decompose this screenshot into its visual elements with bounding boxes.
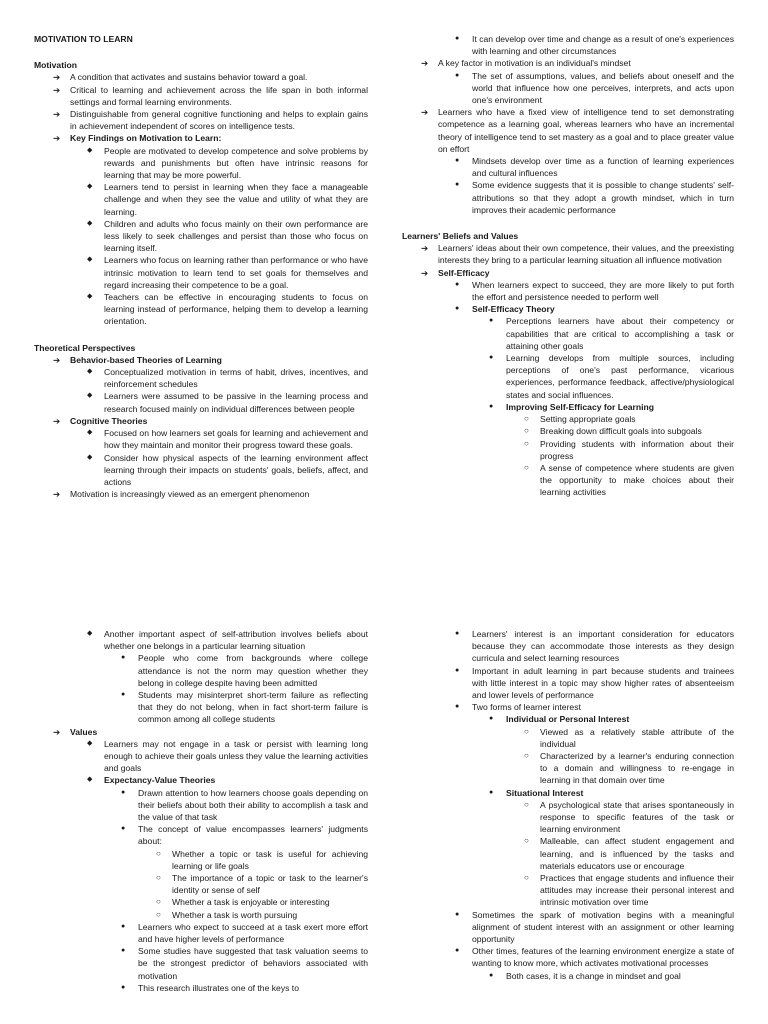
bullet-bullet-icon: ● (489, 354, 494, 362)
list-item (402, 701, 734, 713)
list-item-text: Individual or Personal Interest (506, 714, 630, 725)
circle-bullet-icon: ○ (524, 751, 529, 761)
list-item (402, 267, 734, 279)
list-item (402, 401, 734, 413)
list-item-text: Sometimes the spark of motivation begins with a meaningful alignment of student interest with an assignment or other learning opportunity (472, 909, 734, 945)
list-item (402, 462, 734, 499)
list-item-text: People who come from backgrounds where college attendance is not the norm may question whether they belong in college despite having been admitted (138, 653, 368, 688)
list-item-text: Two forms of learner interest (472, 702, 581, 713)
list-item-text: Situational Interest (506, 787, 584, 798)
bullet-bullet-icon: ● (455, 71, 460, 79)
bullet-bullet-icon: ● (455, 630, 460, 637)
section-heading: Theoretical Perspectives (34, 342, 136, 353)
list-item (34, 452, 368, 489)
list-item (34, 652, 368, 689)
bullet-bullet-icon: ● (121, 983, 126, 991)
arrow-bullet-icon: ➔ (53, 133, 61, 144)
arrow-bullet-icon: ➔ (53, 726, 61, 737)
list-item-text: A psychological state that arises spontaneously in response to specific features of the task or learning environment (540, 799, 734, 835)
list-item-text: Expectancy-Value Theories (104, 775, 216, 786)
diamond-bullet-icon: ◆ (87, 392, 93, 400)
bullet-bullet-icon: ● (489, 317, 494, 325)
list-item (34, 390, 368, 414)
circle-bullet-icon: ○ (156, 848, 161, 858)
list-item-text: Another important aspect of self-attribution involves beliefs about whether one belongs in a particular learning situation (104, 629, 368, 652)
list-item (34, 909, 368, 921)
list-item (34, 354, 368, 366)
list-item-text: The concept of value encompasses learners' judgments about: (138, 824, 368, 847)
list-item-text: Self-Efficacy Theory (472, 304, 555, 315)
list-item-text: The set of assumptions, values, and beliefs about oneself and the world that influence how one perceives, interprets, and acts upon one's environment (472, 70, 734, 106)
list-item (34, 628, 368, 652)
list-item-text: Learning develops from multiple sources, including perceptions of one's past performance, vicarious experiences, performance feedback, affective/physiological states and social influences. (506, 353, 734, 400)
list-item (34, 108, 368, 132)
bullet-bullet-icon: ● (455, 910, 460, 918)
circle-bullet-icon: ○ (156, 909, 161, 919)
list-item-text: Learners tend to persist in learning when they face a manageable challenge and when they see the value and utility of what they are learning. (104, 182, 368, 217)
arrow-bullet-icon: ➔ (421, 243, 429, 254)
list-item (34, 415, 368, 427)
bullet-bullet-icon: ● (455, 157, 460, 165)
list-item (402, 70, 734, 107)
list-item-text: Teachers can be effective in encouraging students to focus on learning instead of performance, helping them to develop a learning orientation. (104, 292, 368, 327)
bullet-bullet-icon: ● (489, 788, 494, 796)
diamond-bullet-icon: ◆ (87, 368, 93, 376)
list-item-text: Viewed as a relatively stable attribute of the individual (540, 726, 734, 749)
circle-bullet-icon: ○ (524, 726, 529, 736)
list-item (402, 413, 734, 425)
section-heading: Learners' Beliefs and Values (402, 231, 519, 242)
list-item-text: Learners who focus on learning rather than performance or who have intrinsic motivation to learn tend to set goals for themselves and regard increasing their competence to be a goal. (104, 255, 368, 290)
list-item (34, 71, 368, 83)
left-top-column (34, 33, 368, 500)
list-item-text: A sense of competence where students are given the opportunity to make choices about their learning activities (540, 462, 734, 498)
list-item (402, 279, 734, 303)
circle-bullet-icon: ○ (524, 438, 529, 448)
list-item-text: Learners may not engage in a task or persist with learning long enough to achieve their goals unless they value the learning activities and goals (104, 738, 368, 774)
list-item (34, 689, 368, 726)
list-item (34, 872, 368, 896)
list-item (34, 726, 368, 738)
list-item (34, 982, 368, 994)
diamond-bullet-icon: ◆ (87, 146, 93, 154)
list-item-text: Critical to learning and achievement across the life span in both informal settings and formal learning environments. (70, 84, 368, 107)
bullet-bullet-icon: ● (455, 280, 460, 288)
list-item (402, 425, 734, 437)
list-item-text: Mindsets develop over time as a function of learning experiences and cultural influences (472, 156, 734, 179)
list-item-text: Learners' ideas about their own competence, their values, and the preexisting interests they bring to a particular learning situation all influence motivation (438, 243, 734, 266)
list-item-text: Some studies have suggested that task valuation seems to be the strongest predictor of behaviors associated with motivation (138, 946, 368, 981)
list-item (402, 179, 734, 216)
arrow-bullet-icon: ➔ (421, 58, 429, 69)
list-item (402, 750, 734, 787)
diamond-bullet-icon: ◆ (87, 183, 93, 191)
list-item (402, 315, 734, 352)
list-item (34, 427, 368, 451)
bullet-bullet-icon: ● (489, 402, 494, 410)
list-item (34, 132, 368, 144)
page-title: MOTIVATION TO LEARN (34, 34, 133, 44)
list-item-text: Improving Self-Efficacy for Learning (506, 401, 655, 412)
list-item-text: Consider how physical aspects of the learning environment affect learning through their impacts on students' goals, beliefs, affect, and actions (104, 452, 368, 487)
list-item-text: Characterized by a learner's enduring connection to a domain and willingness to re-engage in learning in that domain over time (540, 751, 734, 786)
list-item-text: Perceptions learners have about their competency or capabilities that are critical to accomplishing a task or attaining other goals (506, 316, 734, 351)
arrow-bullet-icon: ➔ (53, 72, 61, 83)
left-bottom-column (34, 628, 368, 994)
bullet-bullet-icon: ● (455, 35, 460, 42)
list-item-text: A key factor in motivation is an individual's mindset (438, 58, 631, 69)
list-item-text: Conceptualized motivation in terms of habit, drives, incentives, and reinforcement schedules (104, 367, 368, 390)
list-item (34, 218, 368, 255)
list-item (402, 628, 734, 665)
arrow-bullet-icon: ➔ (53, 109, 61, 120)
list-item-text: The importance of a topic or task to the learner's identity or sense of self (172, 873, 368, 896)
list-item (402, 787, 734, 799)
section-spacer (34, 328, 368, 340)
bullet-bullet-icon: ● (121, 691, 126, 699)
arrow-bullet-icon: ➔ (53, 415, 61, 426)
list-item (402, 155, 734, 179)
list-item-text: Children and adults who focus mainly on their own performance are less likely to seek challenges and persist than those who focus on learning itself. (104, 218, 368, 254)
list-item (402, 945, 734, 969)
diamond-bullet-icon: ◆ (87, 453, 93, 461)
list-item (402, 303, 734, 315)
list-item (402, 352, 734, 401)
circle-bullet-icon: ○ (524, 462, 529, 472)
list-item-text: Setting appropriate goals (540, 414, 636, 425)
list-item-text: Whether a task is enjoyable or interesting (172, 897, 330, 908)
section-heading: Motivation (34, 60, 77, 71)
diamond-bullet-icon: ◆ (87, 256, 93, 264)
list-item-text: Some evidence suggests that it is possible to change students' self-attributions so that they adopt a growth mindset, which in turn improves their academic performance (472, 180, 734, 215)
list-item-text: Whether a task is worth pursuing (172, 909, 298, 920)
list-item-text: Distinguishable from general cognitive functioning and helps to explain gains in achievement independent of scores on intelligence tests. (70, 109, 368, 132)
list-item-text: Values (70, 726, 98, 737)
list-item (402, 835, 734, 872)
circle-bullet-icon: ○ (524, 799, 529, 809)
list-item-text: Both cases, it is a change in mindset and goal (506, 970, 681, 981)
bullet-bullet-icon: ● (489, 971, 494, 979)
list-item-text: Motivation is increasingly viewed as an emergent phenomenon (70, 489, 310, 500)
bullet-bullet-icon: ● (121, 788, 126, 796)
list-item-text: Key Findings on Motivation to Learn: (70, 133, 222, 144)
list-item (402, 909, 734, 946)
list-item-text: Malleable, can affect student engagement and learning, and is influenced by the tasks and materials educators use or encourage (540, 836, 734, 871)
bullet-bullet-icon: ● (455, 305, 460, 313)
diamond-bullet-icon: ◆ (87, 293, 93, 301)
list-item-text: This research illustrates one of the keys to (138, 982, 299, 993)
circle-bullet-icon: ○ (524, 426, 529, 436)
arrow-bullet-icon: ➔ (421, 107, 429, 118)
list-item (402, 799, 734, 836)
list-item (34, 291, 368, 328)
bullet-bullet-icon: ● (121, 922, 126, 930)
list-item-text: Whether a topic or task is useful for achieving learning or life goals (172, 848, 368, 871)
section-spacer (402, 216, 734, 228)
arrow-bullet-icon: ➔ (53, 489, 61, 500)
bullet-bullet-icon: ● (489, 715, 494, 723)
diamond-bullet-icon: ◆ (87, 219, 93, 227)
list-item (402, 438, 734, 462)
list-item-text: Practices that engage students and influence their attitudes may increase their personal interest and intrinsic motivation over time (540, 873, 734, 908)
list-item (34, 366, 368, 390)
list-item (34, 254, 368, 291)
list-item (402, 242, 734, 266)
list-item-text: Behavior-based Theories of Learning (70, 354, 222, 365)
bullet-bullet-icon: ● (455, 947, 460, 955)
list-item (34, 145, 368, 182)
list-item (402, 106, 734, 155)
list-item (34, 848, 368, 872)
bullet-bullet-icon: ● (121, 654, 126, 662)
bullet-bullet-icon: ● (455, 181, 460, 189)
circle-bullet-icon: ○ (524, 414, 529, 424)
arrow-bullet-icon: ➔ (421, 267, 429, 278)
list-item (402, 713, 734, 725)
list-item (402, 57, 734, 69)
list-item-text: People are motivated to develop competence and solve problems by rewards and punishments but often have intrinsic reasons for learning that may be more powerful. (104, 145, 368, 181)
list-item-text: Students may misinterpret short-term failure as reflecting that they do not belong, when in fact short-term failure is common among all college students (138, 690, 368, 725)
diamond-bullet-icon: ◆ (87, 776, 93, 784)
list-item (34, 774, 368, 786)
list-item (34, 488, 368, 500)
diamond-bullet-icon: ◆ (87, 429, 93, 437)
list-item-text: Focused on how learners set goals for learning and achievement and how they maintain and monitor their progress toward these goals. (104, 428, 368, 451)
circle-bullet-icon: ○ (524, 836, 529, 846)
list-item-text: Learners' interest is an important consideration for educators because they can accommodate those interests as they design curricula and select learning resources (472, 629, 734, 664)
list-item (34, 945, 368, 982)
list-item (402, 726, 734, 750)
list-item-text: Cognitive Theories (70, 415, 148, 426)
list-item-text: Learners who expect to succeed at a task exert more effort and have higher levels of performance (138, 921, 368, 945)
list-item-text: Providing students with information about their progress (540, 438, 734, 461)
diamond-bullet-icon: ◆ (87, 630, 93, 637)
list-item-text: It can develop over time and change as a result of one's experiences with learning and other circumstances (472, 34, 734, 57)
list-item (402, 665, 734, 702)
right-bottom-column (402, 628, 734, 982)
circle-bullet-icon: ○ (156, 873, 161, 883)
bullet-bullet-icon: ● (455, 703, 460, 711)
list-item (34, 738, 368, 775)
diamond-bullet-icon: ◆ (87, 739, 93, 747)
list-item-text: Learners were assumed to be passive in the learning process and research focused mainly on individual differences between people (104, 391, 368, 414)
circle-bullet-icon: ○ (156, 897, 161, 907)
list-item-text: Self-Efficacy (438, 267, 490, 278)
arrow-bullet-icon: ➔ (53, 84, 61, 95)
list-item (34, 181, 368, 218)
list-item-text: A condition that activates and sustains behavior toward a goal. (70, 72, 308, 83)
list-item (34, 896, 368, 908)
arrow-bullet-icon: ➔ (53, 354, 61, 365)
list-item (402, 33, 734, 57)
list-item (34, 787, 368, 824)
list-item (34, 823, 368, 847)
list-item (402, 970, 734, 982)
circle-bullet-icon: ○ (524, 873, 529, 883)
bullet-bullet-icon: ● (455, 666, 460, 674)
list-item-text: When learners expect to succeed, they are more likely to put forth the effort and persistence needed to perform well (472, 279, 734, 303)
list-item-text: Other times, features of the learning environment energize a state of wanting to know more, which activates motivational processes (472, 946, 734, 969)
bullet-bullet-icon: ● (121, 825, 126, 833)
list-item-text: Breaking down difficult goals into subgoals (540, 426, 702, 437)
list-item-text: Learners who have a fixed view of intelligence tend to set demonstrating competence as a learning goal, whereas learners who have an incremental theory of intelligence tend to set mastery as a goal and to place greater value on effort (438, 107, 734, 154)
list-item-text: Important in adult learning in part because students and trainees with little interest in a topic may show higher rates of absenteeism and lower levels of performance (472, 665, 734, 701)
list-item (34, 84, 368, 108)
list-item (402, 872, 734, 909)
list-item (34, 921, 368, 945)
list-item-text: Drawn attention to how learners choose goals depending on their beliefs about both their ability to accomplish a task and the value of that task (138, 787, 368, 823)
bullet-bullet-icon: ● (121, 947, 126, 955)
right-top-column (402, 33, 734, 499)
